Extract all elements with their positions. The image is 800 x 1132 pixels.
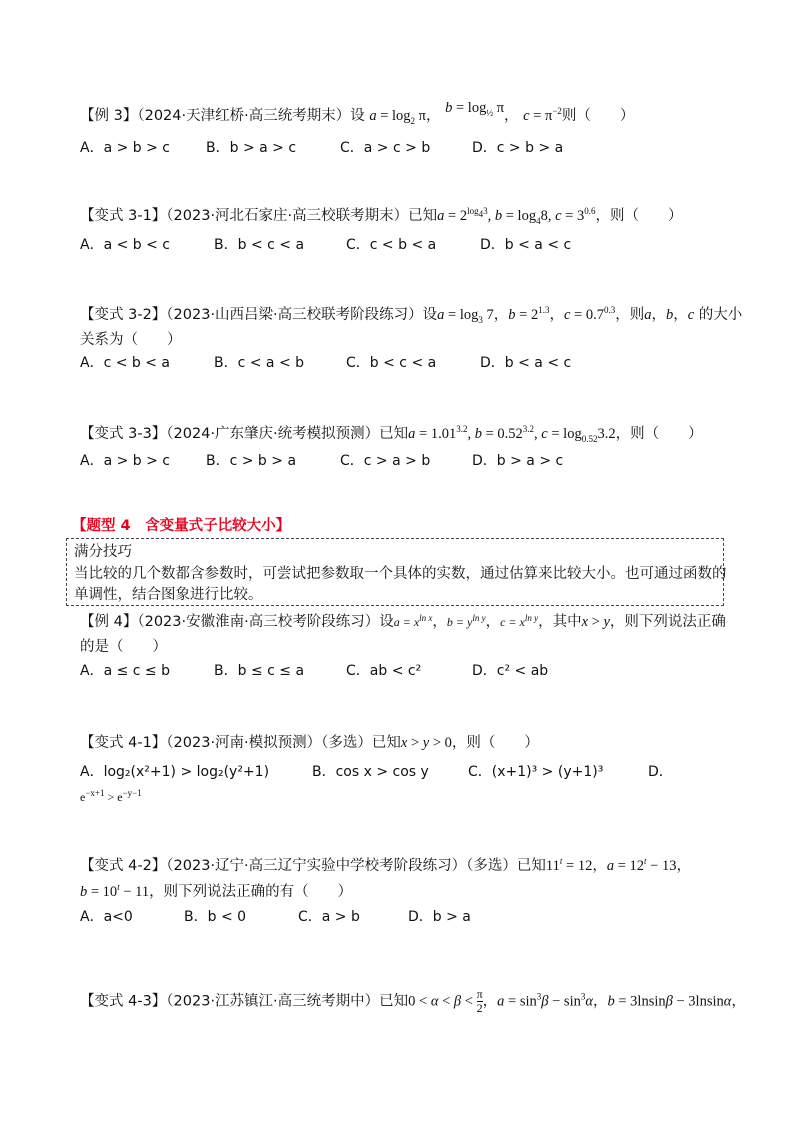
tip-text-line2: 单调性，结合图象进行比较。 — [74, 587, 263, 603]
question-source: （2023·江苏镇江·高三统考期中）已知 — [166, 993, 409, 1010]
section-heading: 【题型 4 含变量式子比较大小】 — [72, 518, 291, 534]
formula: a — [369, 108, 377, 124]
question-source: （2023·河北石家庄·高三校联考期末）已知 — [166, 208, 438, 224]
question-v42-stem: 【变式 4-2】（2023·辽宁·高三辽宁实验中学校考阶段练习）（多选）已知$11^t = 12$，$a = 12^t - 13$， — [80, 856, 691, 874]
option-b: B．cos x > cos y — [312, 764, 429, 780]
option-b: B．c < a < b — [214, 355, 305, 371]
option-b: B．b > a > c — [206, 140, 297, 156]
question-source: （2023·山西吕梁·高三校联考阶段练习）设 — [166, 307, 438, 323]
option-c: C．b < c < a — [346, 355, 437, 371]
option-d: D． — [648, 764, 673, 780]
question-ex4-stem: 【例 4】（2023·安徽淮南·高三校考阶段练习）设$a = x^{ln x}$，$b = y^{ln y}$，$c = x^{ln y}$，其中x > y，则下列说法正确 — [80, 613, 726, 630]
option-c: C．c < b < a — [346, 237, 437, 253]
question-v41-stem: 【变式 4-1】（2023·河南·模拟预测）（多选）已知x > y > 0，则（ ） — [80, 735, 539, 751]
question-v42-line2: $b = 10^t - 11$，则下列说法正确的有（ ） — [80, 882, 353, 900]
option-a: A．a<0 — [80, 909, 133, 925]
question-tail: ，则（ ） — [595, 208, 683, 224]
option-c: C．ab < c² — [346, 663, 422, 679]
question-tag: 【变式 4-1】 — [80, 735, 167, 751]
option-b: B．c > b > a — [206, 453, 297, 469]
question-v33-stem: 【变式 3-3】（2024·广东肇庆·统考模拟预测）已知$a = 1.01^{3.2}$, $b = 0.52^{3.2}$, $c = \log_{0.52}3.2$，则（ ） — [80, 424, 703, 444]
option-b: B．b ≤ c ≤ a — [214, 663, 305, 679]
option-c: C．a > c > b — [340, 140, 431, 156]
question-source: （2024·广东肇庆·统考模拟预测）已知 — [166, 426, 409, 442]
option-d: D．c² < ab — [472, 663, 549, 679]
option-d: D．b < a < c — [480, 237, 572, 253]
question-tag: 【变式 4-2】 — [80, 858, 167, 874]
question-v32-stem: 【变式 3-2】（2023·山西吕梁·高三校联考阶段练习）设$a = \log_3 7$，$b = 2^{1.3}$，$c = 0.7^{0.3}$，则a，b，c 的大小 — [80, 305, 743, 325]
question-tag: 【变式 3-1】 — [80, 208, 167, 224]
option-d: D．b > a — [408, 909, 471, 925]
option-a: A．a > b > c — [80, 140, 171, 156]
question-tag: 【例 3】 — [80, 108, 138, 124]
question-tag: 【例 4】 — [80, 614, 138, 630]
option-a: A．a < b < c — [80, 237, 171, 253]
option-d: D．b > a > c — [472, 453, 564, 469]
question-v31-stem: 【变式 3-1】（2023·河北石家庄·高三校联考期末）已知$a = 2^{log_43}$, $b = \log_48$, $c = 3^{0.6}$，则（ ） — [80, 206, 683, 226]
question-tail: ，则（ ） — [451, 735, 539, 751]
option-a: A．log₂(x²+1) > log₂(y²+1) — [80, 764, 270, 780]
option-b: B．b < 0 — [184, 909, 247, 925]
option-a: A．a ≤ c ≤ b — [80, 663, 171, 679]
option-d: D．c > b > a — [472, 140, 564, 156]
option-c: C．a > b — [298, 909, 360, 925]
question-tag: 【变式 3-3】 — [80, 426, 167, 442]
question-tail: ，则（ ） — [615, 426, 703, 442]
question-source: （2023·河南·模拟预测）（多选）已知 — [166, 735, 401, 751]
tip-title: 满分技巧 — [74, 544, 132, 560]
question-source: （2023·辽宁·高三辽宁实验中学校考阶段练习）（多选）已知 — [166, 858, 546, 874]
question-source: （2023·安徽淮南·高三校考阶段练习）设 — [137, 614, 394, 630]
option-b: B．b < c < a — [214, 237, 305, 253]
option-c: C．(x+1)³ > (y+1)³ — [468, 764, 604, 780]
option-d-continued: $e^{-x+1} > e^{-y-1}$ — [80, 788, 142, 804]
question-tag: 【变式 3-2】 — [80, 307, 167, 323]
option-d: D．b < a < c — [480, 355, 572, 371]
question-ex4-line2: 的是（ ） — [80, 639, 167, 655]
question-v32-line2: 关系为（ ） — [80, 332, 182, 348]
question-tag: 【变式 4-3】 — [80, 993, 167, 1010]
question-v43-stem: 【变式 4-3】（2023·江苏镇江·高三统考期中）已知0 < α < β < $\frac{\pi}{2}$ ，$a = \sin^3\beta - \sin^3\alpha$，b = 3lnsinβ − 3lnsinα， — [80, 987, 746, 1015]
option-a: A．a > b > c — [80, 453, 171, 469]
question-ex3-stem: 【例 3】（2024·天津红桥·高三统考期末）设 $a = \log_2 \pi$， $b = \log_{\frac{1}{2}} \pi$， $c = \pi^{-2}$则（ ） — [80, 100, 635, 126]
option-c: C．c > a > b — [340, 453, 431, 469]
option-a: A．c < b < a — [80, 355, 171, 371]
tip-text-line1: 当比较的几个数都含参数时，可尝试把参数取一个具体的实数，通过估算来比较大小。也可通过函数的 — [74, 566, 727, 582]
question-source: （2024·天津红桥·高三统考期末）设 — [137, 108, 365, 124]
